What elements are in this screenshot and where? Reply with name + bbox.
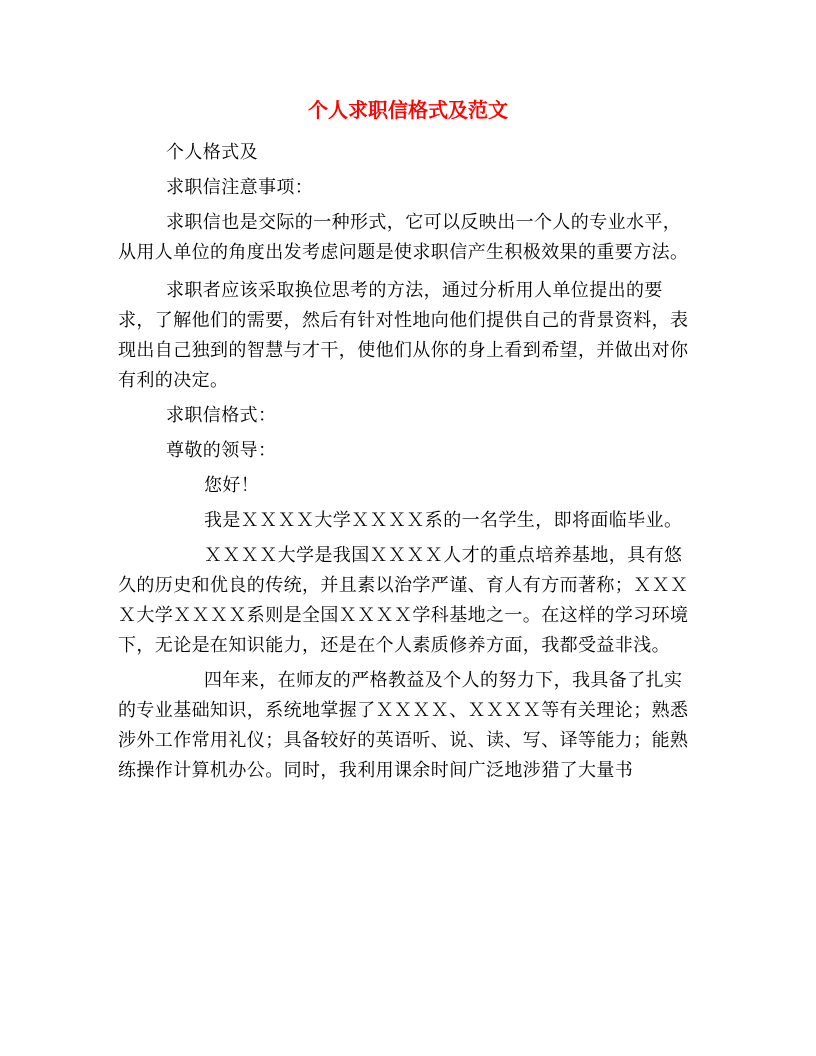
paragraph-self-intro: 我是ＸＸＸＸ大学ＸＸＸＸ系的一名学生，即将面临毕业。 (204, 510, 683, 531)
paragraph-salutation: 尊敬的领导： (166, 440, 277, 461)
paragraph-notes-heading: 求职信注意事项： (166, 177, 314, 198)
paragraph-four-years: 四年来，在师友的严格教益及个人的努力下，我具备了扎实的专业基础知识，系统地掌握了ＸＸＸＸ、ＸＸＸＸ等有关理论；熟悉涉外工作常用礼仪；具备较好的英语听、说、读、写、译等能力；能熟练操作计算机办公。同时，我利用课余时间广泛地涉猎了大量书 (118, 670, 689, 781)
paragraph-letter-format-heading: 求职信格式： (166, 405, 277, 426)
paragraph-format-heading: 个人格式及 (166, 142, 258, 163)
paragraph-advice: 求职者应该采取换位思考的方法，通过分析用人单位提出的要求，了解他们的需要，然后有针对性地向他们提供自己的背景资料，表现出自己独到的智慧与才干，使他们从你的身上看到希望，并做出对你有利的决定。 (118, 280, 689, 391)
paragraph-intro: 求职信也是交际的一种形式，它可以反映出一个人的专业水平，从用人单位的角度出发考虑问题是使求职信产生积极效果的重要方法。 (118, 212, 689, 263)
document-body (118, 138, 698, 786)
document-title: 个人求职信格式及范文 (308, 98, 508, 122)
paragraph-university: ＸＸＸＸ大学是我国ＸＸＸＸ人才的重点培养基地，具有悠久的历史和优良的传统，并且素以治学严谨、育人有方而著称；ＸＸＸＸ大学ＸＸＸＸ系则是全国ＸＸＸＸ学科基地之一。在这样的学习环境下，无论是在知识能力，还是在个人素质修养方面，我都受益非浅。 (118, 545, 689, 656)
paragraph-greeting: 您好！ (204, 475, 260, 496)
